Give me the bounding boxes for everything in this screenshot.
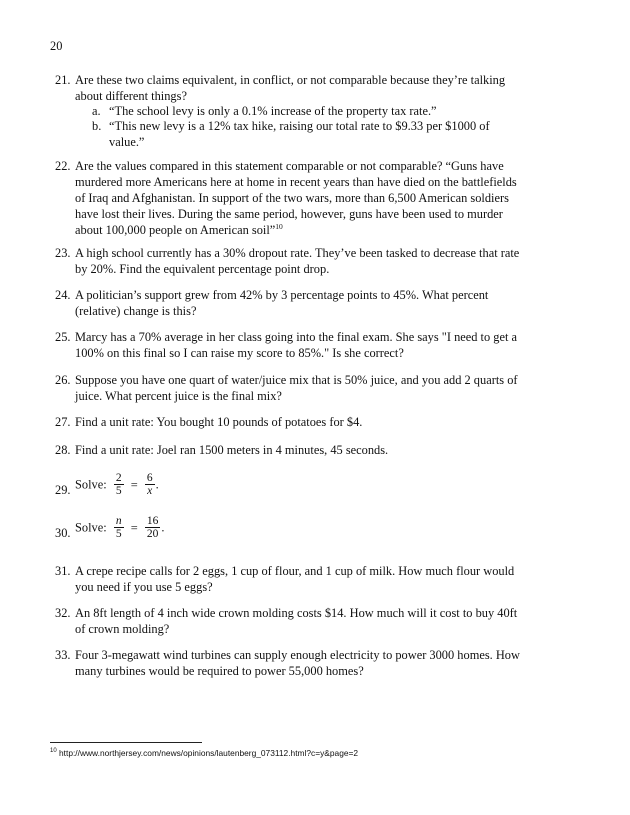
problem-26 (55, 372, 525, 404)
problem-number: 25. (55, 330, 71, 344)
problem-21-option-b (92, 118, 492, 150)
problem-32 (55, 605, 525, 637)
problem-number: 23. (55, 246, 71, 260)
problem-text: Find a unit rate: You bought 10 pounds of potatoes for $4. (75, 415, 363, 429)
footnote-link[interactable]: http://www.northjersey.com/news/opinions/lautenberg_073112.html?c=y&page=2 (56, 748, 359, 758)
fraction-left (114, 515, 124, 540)
problem-number: 29. (55, 483, 71, 497)
fraction-right (145, 515, 161, 540)
problem-22 (55, 158, 525, 238)
problem-equation (75, 472, 525, 497)
problem-number: 21. (55, 73, 71, 87)
problem-equation (75, 515, 525, 540)
fraction-left (114, 472, 124, 497)
problem-22-body: Are the values compared in this statement comparable or not comparable? “Guns have murdered more Americans here at home in recent years than have died on the battlefields of Iraq and Afghanistan. In support of the two wars, more than 6,500 American soldiers have lost their lives. During the same period, however, guns have been used to murder about 100,000 people on American soil” (75, 159, 517, 237)
problem-number: 33. (55, 648, 71, 662)
footnote-ref: 10 (275, 221, 283, 231)
footnote-mark: 10 (50, 748, 57, 755)
problem-text: Marcy has a 70% average in her class going into the final exam. She says "I need to get a 100% on this final so I can raise my score to 85%." Is she correct? (75, 330, 518, 360)
numerator: 2 (115, 472, 122, 484)
problem-number: 24. (55, 288, 71, 302)
problem-number: 32. (55, 606, 71, 620)
problem-21 (55, 72, 525, 104)
problem-text: Find a unit rate: Joel ran 1500 meters in 4 minutes, 45 seconds. (75, 443, 389, 457)
problem-text: A politician’s support grew from 42% by 3 percentage points to 45%. What percent (relative) change is this? (75, 288, 489, 318)
period: . (161, 520, 165, 535)
problem-28 (55, 442, 525, 458)
denominator: 20 (146, 528, 159, 540)
equals-sign: = (130, 477, 138, 492)
problem-24 (55, 287, 525, 319)
footnote-divider (50, 742, 202, 743)
footnote (50, 747, 358, 759)
problem-text: A high school currently has a 30% dropout rate. They’ve been tasked to decrease that rate by 20%. Find the equivalent percentage point drop. (75, 246, 520, 276)
option-letter: b. (92, 119, 102, 133)
denominator (145, 485, 155, 497)
problem-number: 26. (55, 373, 71, 387)
problem-text (75, 158, 525, 238)
problem-30 (55, 515, 525, 540)
problem-27 (55, 414, 525, 430)
denominator: 5 (115, 485, 122, 497)
numerator: 6 (146, 472, 153, 484)
equals-sign: = (130, 520, 138, 535)
problem-number: 31. (55, 564, 71, 578)
variable-n: n (115, 515, 122, 527)
problem-number: 30. (55, 526, 71, 540)
problem-number: 27. (55, 415, 71, 429)
solve-label: Solve: (75, 477, 107, 492)
problem-text: Four 3-megawatt wind turbines can supply enough electricity to power 3000 homes. How many turbines would be required to power 55,000 homes? (75, 648, 520, 678)
problem-text: Are these two claims equivalent, in conflict, or not comparable because they’re talking about different things? (75, 73, 506, 103)
variable-x: x (147, 485, 153, 497)
option-text: “The school levy is only a 0.1% increase of the property tax rate.” (109, 104, 437, 118)
problem-21-option-a (92, 103, 512, 119)
problem-text: Suppose you have one quart of water/juice mix that is 50% juice, and you add 2 quarts of juice. What percent juice is the final mix? (75, 373, 518, 403)
problem-number: 28. (55, 443, 71, 457)
solve-label: Solve: (75, 520, 107, 535)
problem-25 (55, 329, 525, 361)
denominator: 5 (115, 528, 122, 540)
problem-23 (55, 245, 525, 277)
period: . (155, 477, 159, 492)
numerator: 16 (146, 515, 159, 527)
problem-29 (55, 472, 525, 497)
problem-text: An 8ft length of 4 inch wide crown molding costs $14. How much will it cost to buy 40ft of crown molding? (75, 606, 518, 636)
page-number: 20 (50, 39, 63, 53)
problem-number: 22. (55, 159, 71, 173)
fraction-right (145, 472, 155, 497)
problem-text: A crepe recipe calls for 2 eggs, 1 cup of flour, and 1 cup of milk. How much flour would you need if you use 5 eggs? (75, 564, 515, 594)
problem-33 (55, 647, 525, 679)
problem-31 (55, 563, 525, 595)
option-text: “This new levy is a 12% tax hike, raising our total rate to $9.33 per $1000 of value.” (109, 119, 490, 149)
numerator (114, 515, 124, 528)
option-letter: a. (92, 104, 101, 118)
